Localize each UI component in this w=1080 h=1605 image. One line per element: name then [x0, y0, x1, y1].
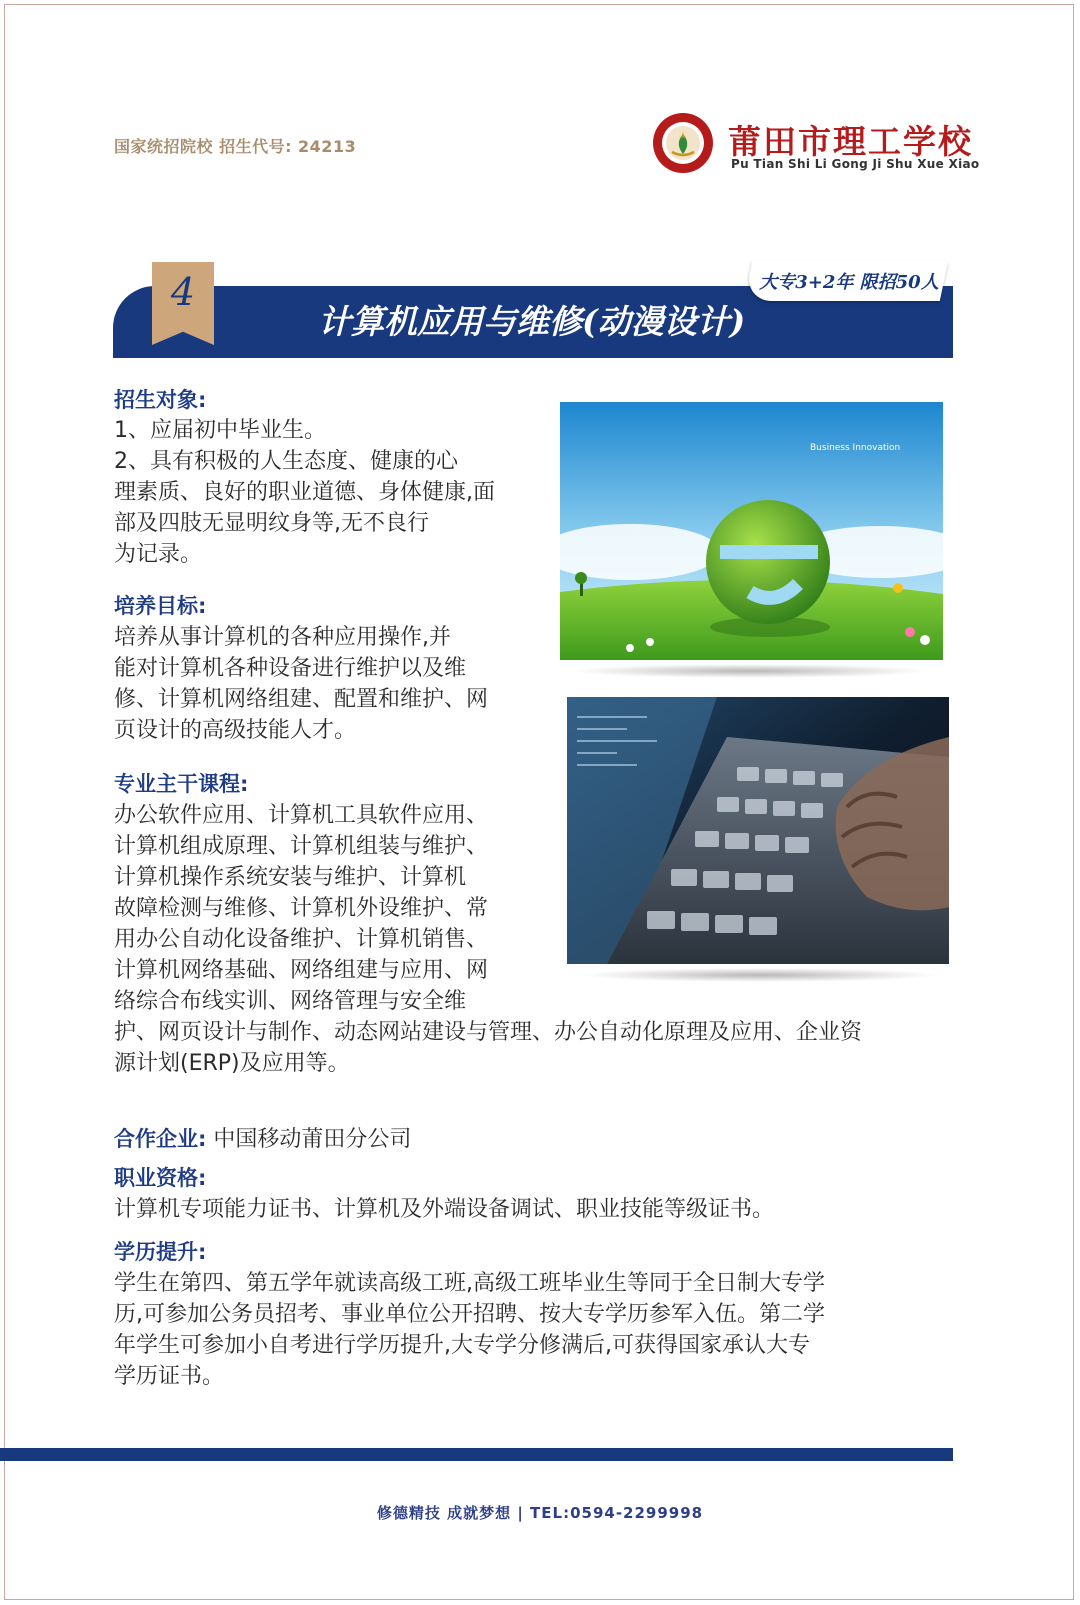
heading-goal: 培养目标:	[114, 594, 207, 618]
text-line: 办公软件应用、计算机工具软件应用、	[114, 803, 489, 828]
text-line: 部及四肢无显明纹身等,无不良行	[114, 511, 429, 536]
text-line: 培养从事计算机的各种应用操作,并	[114, 625, 451, 650]
courses-paragraph-continued	[114, 1017, 954, 1079]
text-line: 2、具有积极的人生态度、健康的心	[114, 449, 458, 474]
text-line: 故障检测与维修、计算机外设维护、常	[114, 896, 489, 921]
text-line: 络综合布线实训、网络管理与安全维	[114, 989, 467, 1014]
edu-paragraph	[114, 1268, 954, 1392]
text-line: 能对计算机各种设备进行维护以及维	[114, 656, 467, 681]
text-line: 页设计的高级技能人才。	[114, 718, 357, 743]
courses-paragraph	[114, 800, 534, 1017]
text-line: 修、计算机网络组建、配置和维护、网	[114, 687, 489, 712]
text-line: 计算机操作系统安装与维护、计算机	[114, 865, 467, 890]
image1-shadow	[570, 664, 930, 678]
image1-caption: Business Innovation	[810, 443, 901, 453]
heading-coop: 合作企业:	[114, 1127, 207, 1151]
coop-value: 中国移动莆田分公司	[213, 1127, 412, 1152]
text-line: 学生在第四、第五学年就读高级工班,高级工班毕业生等同于全日制大专学	[114, 1271, 825, 1296]
recruit-code-text: 国家统招院校 招生代号: 24213	[114, 137, 357, 156]
school-seal-icon	[652, 112, 714, 174]
text-line: 学历证书。	[114, 1364, 225, 1389]
keyboard-typing-image	[567, 697, 949, 964]
text-line: 用办公自动化设备维护、计算机销售、	[114, 927, 489, 952]
text-line: 计算机网络基础、网络组建与应用、网	[114, 958, 489, 983]
quota-badge-text: 大专3+2年 限招50人	[759, 272, 939, 293]
heading-target: 招生对象:	[114, 388, 207, 412]
green-e-landscape-image	[560, 402, 943, 660]
text-line: 历,可参加公务员招考、事业单位公开招聘、按大专学历参军入伍。第二学	[114, 1302, 825, 1327]
coop-row	[114, 1122, 411, 1153]
school-name: 莆田市理工学校	[728, 122, 973, 161]
text-line: 计算机专项能力证书、计算机及外端设备调试、职业技能等级证书。	[114, 1197, 775, 1222]
cert-paragraph	[114, 1194, 954, 1225]
heading-cert: 职业资格:	[114, 1166, 207, 1190]
heading-courses: 专业主干课程:	[114, 772, 249, 796]
text-line: 年学生可参加小自考进行学历提升,大专学分修满后,可获得国家承认大专	[114, 1333, 810, 1358]
text-line: 1、应届初中毕业生。	[114, 418, 326, 443]
heading-edu: 学历提升:	[114, 1240, 207, 1264]
goal-paragraph	[114, 622, 534, 746]
program-number: 4	[170, 270, 196, 314]
text-line: 理素质、良好的职业道德、身体健康,面	[114, 480, 495, 505]
target-paragraph	[114, 415, 534, 570]
text-line: 为记录。	[114, 542, 203, 567]
program-title: 计算机应用与维修(动漫设计)	[318, 302, 746, 341]
text-line: 源计划(ERP)及应用等。	[114, 1051, 350, 1076]
bottom-divider-bar	[0, 1448, 953, 1461]
text-line: 计算机组成原理、计算机组装与维护、	[114, 834, 489, 859]
text-line: 护、网页设计与制作、动态网站建设与管理、办公自动化原理及应用、企业资	[114, 1020, 863, 1045]
footer-slogan-phone: 修德精技 成就梦想 | TEL:0594-2299998	[376, 1504, 704, 1522]
school-pinyin: Pu Tian Shi Li Gong Ji Shu Xue Xiao	[731, 157, 980, 171]
image2-shadow	[580, 968, 940, 982]
